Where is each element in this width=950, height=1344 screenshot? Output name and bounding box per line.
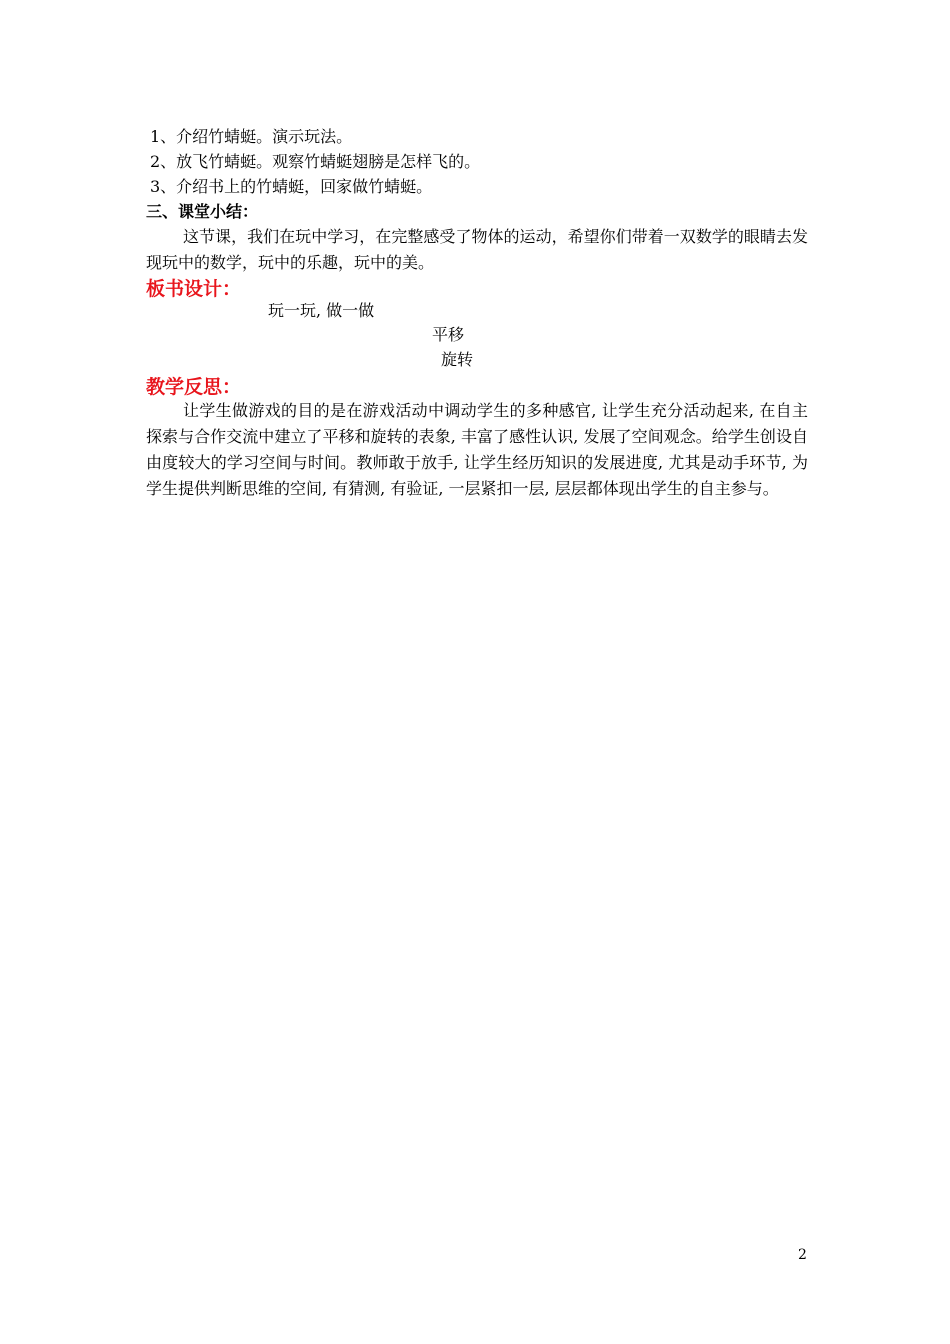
board-design-heading: 板书设计： <box>146 278 242 300</box>
board-item-rotation: 旋转 <box>441 350 474 369</box>
board-title: 玩一玩, 做一做 <box>268 301 375 320</box>
step-1: 1、介绍竹蜻蜓。演示玩法。 <box>150 127 353 146</box>
step-3: 3、介绍书上的竹蜻蜓，回家做竹蜻蜓。 <box>150 177 433 196</box>
reflection-paragraph: 让学生做游戏的目的是在游戏活动中调动学生的多种感官, 让学生充分活动起来, 在自主探索与合作交流中建立了平移和旋转的表象, 丰富了感性认识, 发展了空间观念。给学生创设自由度较大的学习空间与时间。教师敢于放手, 让学生经历知识的发展进度, 尤其是动手环节, 为学生提供判断思维的空间, 有猜测, 有验证, 一层紧扣一层, 层层都体现出学生的自主参与。 <box>146 401 808 498</box>
board-item-translation: 平移 <box>432 325 465 344</box>
summary-heading: 三、课堂小结： <box>146 202 259 221</box>
summary-paragraph: 这节课，我们在玩中学习，在完整感受了物体的运动，希望你们带着一双数学的眼睛去发现玩中的数学，玩中的乐趣，玩中的美。 <box>146 227 808 272</box>
reflection-heading: 教学反思： <box>146 376 242 398</box>
step-2: 2、放飞竹蜻蜓。观察竹蜻蜓翅膀是怎样飞的。 <box>150 152 481 171</box>
page-number: 2 <box>798 1247 807 1263</box>
